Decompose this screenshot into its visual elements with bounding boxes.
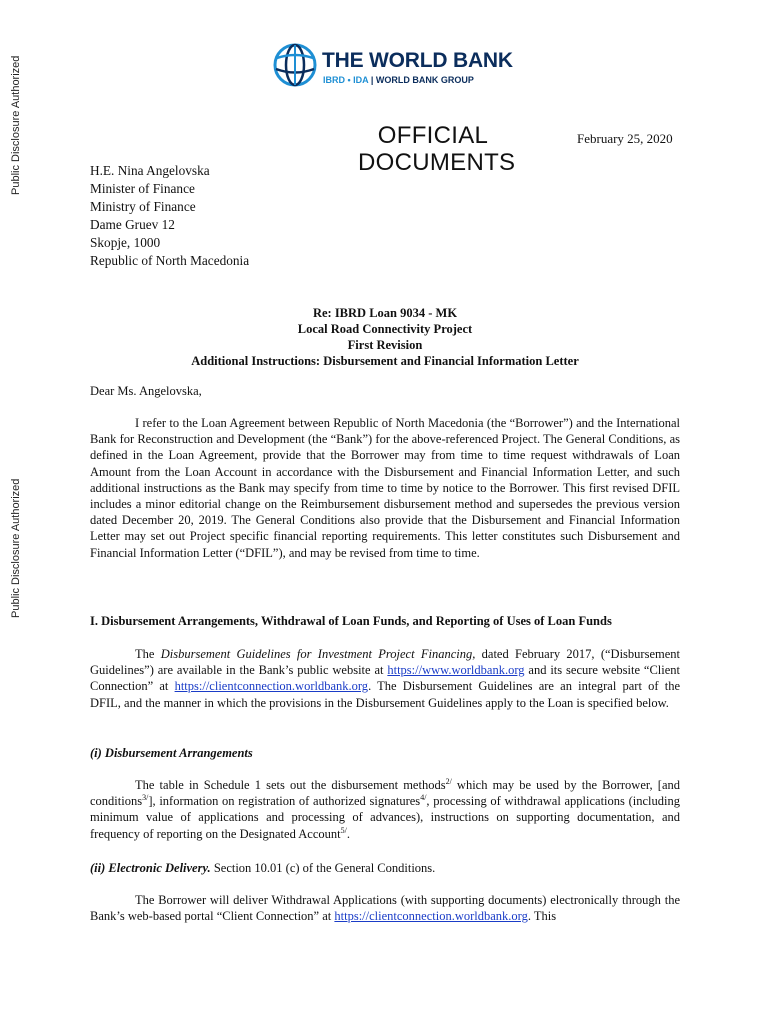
- text: The: [135, 647, 155, 661]
- salutation: Dear Ms. Angelovska,: [90, 384, 202, 398]
- subject-line: Additional Instructions: Disbursement and Financial Information Letter: [191, 354, 579, 368]
- text: ], information on registration of authorized signatures: [148, 794, 421, 809]
- footnote-ref[interactable]: 3/: [142, 793, 149, 803]
- text: . The Disbursement Guidelines are an integral part of the DFIL, and the manner in which the provisions in the Disbursement Guidelines apply to the Loan is specified below.: [90, 679, 680, 710]
- client-connection-link[interactable]: https://clientconnection.worldbank.org: [174, 679, 369, 694]
- globe-icon: [272, 42, 318, 88]
- text: . This: [527, 909, 557, 924]
- subject-line: First Revision: [347, 338, 423, 352]
- electronic-delivery-heading: [90, 860, 680, 876]
- stamp-line1: OFFICIAL: [377, 122, 489, 149]
- text: The Borrower will deliver Withdrawal Applications (with supporting documents) electronically through the Bank’s web-based portal “Client Connection” at: [90, 893, 680, 924]
- footnote-ref[interactable]: 5/: [340, 825, 347, 835]
- address-line: Dame Gruev 12: [90, 217, 175, 232]
- subject-block: [90, 305, 680, 369]
- stamp-line2: DOCUMENTS: [358, 149, 516, 176]
- subsection-heading: (i) Disbursement Arrangements: [90, 746, 253, 760]
- footnote-ref[interactable]: 4/: [420, 793, 427, 803]
- client-connection-link[interactable]: https://clientconnection.worldbank.org: [334, 909, 528, 924]
- logo-name: THE WORLD BANK: [322, 49, 513, 72]
- disbursement-paragraph: [90, 777, 680, 842]
- logo-subtitle: [323, 75, 474, 85]
- text: The table in Schedule 1 sets out the disbursement methods: [135, 778, 446, 792]
- text: , processing of withdrawal applications (including minimum value of applications and processing of advances), instructions on supporting documentation, and frequency of reporting on the Designated Account: [90, 794, 680, 841]
- electronic-delivery-paragraph: [90, 892, 680, 924]
- text: Section 10.01 (c) of the General Conditions.: [210, 861, 436, 875]
- world-bank-logo: [272, 42, 512, 98]
- address-line: H.E. Nina Angelovska: [90, 163, 210, 178]
- official-documents-stamp: [358, 122, 516, 176]
- recipient-address: [90, 162, 249, 270]
- text: .: [346, 826, 350, 841]
- intro-paragraph: [90, 415, 680, 561]
- logo-group: WORLD BANK GROUP: [375, 75, 474, 85]
- guidelines-title: Disbursement Guidelines for Investment Project Financing,: [160, 647, 476, 661]
- logo-ibrd: IBRD • IDA: [323, 75, 369, 85]
- letter-date: February 25, 2020: [577, 131, 673, 146]
- address-line: Ministry of Finance: [90, 199, 196, 214]
- section-heading: I. Disbursement Arrangements, Withdrawal of Loan Funds, and Reporting of Uses of Loan Funds: [90, 614, 612, 628]
- subject-line: Local Road Connectivity Project: [297, 322, 473, 336]
- text: dated February 2017, (“Disbursement Guidelines”) are available in the Bank’s public website at: [90, 647, 680, 678]
- text: and its secure website “Client Connection” at: [90, 663, 681, 694]
- subject-line: Re: IBRD Loan 9034 - MK: [312, 306, 458, 320]
- address-line: Skopje, 1000: [90, 235, 161, 250]
- disclosure-watermark-middle: Public Disclosure Authorized: [10, 478, 22, 618]
- logo-sep: |: [370, 75, 376, 85]
- text: which may be used by the Borrower, [and conditions: [90, 778, 680, 809]
- address-line: Republic of North Macedonia: [90, 253, 250, 268]
- guidelines-paragraph: [90, 646, 680, 711]
- address-line: Minister of Finance: [90, 181, 195, 196]
- disclosure-watermark-top: Public Disclosure Authorized: [10, 55, 22, 195]
- paragraph-text: I refer to the Loan Agreement between Republic of North Macedonia (the “Borrower”) and the International Bank for Reconstruction and Development (the “Bank”) for the above-referenced Project. The General Conditions, as defined in the Loan Agreement, provide that the Borrower may from time to time request withdrawals of Loan Amount from the Loan Account in accordance with the Disbursement and Financial Information Letter, and such additional instructions as the Bank may specify from time to time by notice to the Borrower. This first revised DFIL includes a minor editorial change on the Reimbursement disbursement method and supersedes the previous version dated December 20, 2019. The General Conditions also provide that the Disbursement and Financial Information Letter may set out Project specific financial reporting requirements. This letter constitutes such Disbursement and Financial Information Letter (“DFIL”), and may be revised from time to time.: [90, 416, 680, 560]
- subsection-heading: (ii) Electronic Delivery.: [90, 861, 211, 875]
- worldbank-link[interactable]: https://www.worldbank.org: [387, 663, 525, 678]
- footnote-ref[interactable]: 2/: [445, 776, 452, 786]
